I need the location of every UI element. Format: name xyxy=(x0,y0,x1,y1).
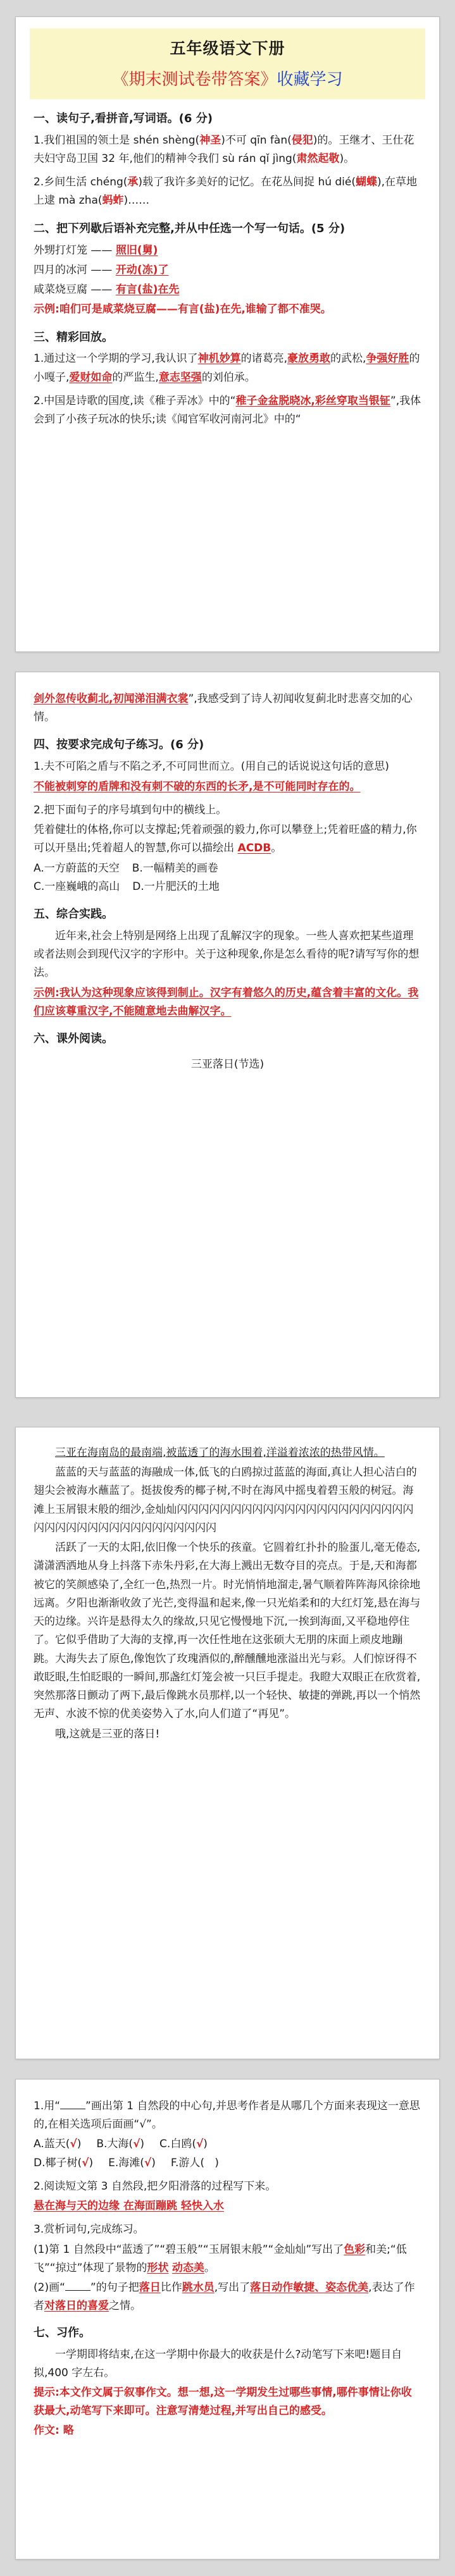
title-banner xyxy=(30,28,425,99)
page-subtitle xyxy=(30,66,425,94)
q3-1 xyxy=(34,2241,421,2277)
s3-item-2-cont xyxy=(34,690,421,727)
section-5-heading: 五、综合实践。 xyxy=(34,908,113,921)
option-f xyxy=(171,2154,219,2172)
text: ”,我体会到了小孩子玩冰的快乐;读《闻官军收河南河北》中的“ xyxy=(34,394,421,426)
section-4-heading: 四、按要求完成句子练习。(6 分) xyxy=(34,738,204,752)
s1-sentence-1 xyxy=(34,132,421,168)
check: √ xyxy=(196,2138,204,2151)
answer: 色彩 xyxy=(344,2243,366,2256)
option-c: C.一座巍峨的高山 xyxy=(34,880,120,893)
page-title: 五年级语文下册 xyxy=(170,39,285,58)
answer: 神圣 xyxy=(199,133,221,147)
answer: 意志坚强 xyxy=(158,371,202,384)
text: 1.我们祖国的领土是 shén shèng( xyxy=(34,133,200,147)
option-e xyxy=(108,2154,156,2172)
s7-text: 一学期即将结束,在这一学期中你最大的收获是什么?动笔写下来吧!题目自拟,400 字左右。 xyxy=(34,2348,402,2379)
passage-para-3: 活跃了一天的太阳,依旧像一个快乐的孩童。它圆着红扑扑的脸蛋儿,毫无倦态,潇潇洒洒地从身上抖落下赤朱丹彩,在大海上溅出无数夺目的亮点。于是,天和海都被它的笑颜感染了,全红一色,热烈一片。时光悄悄地溜走,暑气顺着阵阵海风徐徐地远离。夕阳也渐渐收敛了光芒,变得温和起来,像一只光焰柔和的大红灯笼,悬在海与天的边缘。兴许是悬得太久的缘故,只见它慢慢地下沉,一挨到海面,又平稳地停住了。它似乎借助了大海的支撑,再一次任性地在这张硕大无朋的床面上顽皮地蹦跳。大海失去了原色,像饱饮了玫瑰酒似的,醉醺醺地涨溢出光与彩。人们惊讶得不敢眨眼,生怕眨眼的一瞬间,那盏红灯笼会被一只巨手提走。我瞪大双眼正在欣赏着,突然那落日颤动了两下,最后像跳水员那样,以一个轻快、敏捷的弹跳,再以一个悄然无声、水波不惊的优美姿势入了水,向人们道了“再见”。 xyxy=(34,1541,421,1721)
passage-para-1: 三亚在海南岛的最南端,被蓝透了的海水围着,洋溢着浓浓的热带风情。 xyxy=(55,1446,385,1459)
s2-example: 示例:咱们可是咸菜烧豆腐——有言(盐)在先,谁输了都不准哭。 xyxy=(34,303,332,316)
q2: 2.阅读短文第 3 自然段,把夕阳滑落的过程写下来。 xyxy=(34,2179,277,2193)
answer: 跳水员 xyxy=(182,2281,215,2295)
text: ) xyxy=(140,2138,145,2151)
check: √ xyxy=(82,2156,89,2169)
text: ”的句子把 xyxy=(90,2281,139,2295)
q1-options-row-1 xyxy=(34,2135,421,2154)
text: 凭着健壮的体格,你可以支撑起;凭着顽强的毅力,你可以攀登上;凭着旺盛的精力,你可以开垦出;凭着超人的智慧,你可以描绘出 xyxy=(34,823,417,855)
answer: ACDB xyxy=(237,842,271,855)
text: ) xyxy=(203,2138,208,2151)
section-6-heading: 六、课外阅读。 xyxy=(34,1032,113,1046)
text: 。 xyxy=(271,842,282,855)
passage-title: 三亚落日(节选) xyxy=(190,1058,265,1071)
xiehouyu-1 xyxy=(34,242,421,260)
text: 的诸葛亮, xyxy=(240,352,288,366)
text: ”画出第 1 自然段的中心句,并思考作者是从哪几个方面来表现这一意思的,在相关选项后面画“√”。 xyxy=(34,2100,420,2131)
text: )不可 qīn fàn( xyxy=(221,133,292,147)
section-2-heading: 二、把下列歇后语补充完整,并从中任选一个写一句话。(5 分) xyxy=(34,221,346,235)
option-d: D.一片肥沃的土地 xyxy=(132,880,220,893)
s3-item-1 xyxy=(34,350,421,386)
text: 外甥打灯笼 —— xyxy=(34,243,113,257)
text: )。 xyxy=(339,152,355,165)
text: 四月的冰河 —— xyxy=(34,263,113,276)
option-d xyxy=(34,2154,93,2172)
option-a: A.一方蔚蓝的天空 xyxy=(34,861,120,875)
text: 2.乡间生活 chéng( xyxy=(34,176,128,189)
text: )的。王继才、王仕花夫妇守岛卫国 32 年,他们的精神令我们 sù rán qǐ jìng( xyxy=(34,133,414,165)
text: B.大海( xyxy=(96,2138,134,2151)
s7-tip: 提示:本文作文属于叙事作文。想一想,这一学期发生过哪些事情,哪件事情让你收获最大,动笔写下来即可。注意写清楚过程,并写出自己的感受。 xyxy=(34,2386,412,2418)
option-c xyxy=(159,2135,208,2154)
answer: 有言(盐)在先 xyxy=(115,283,180,297)
answer: 对落日的喜爱 xyxy=(44,2300,109,2313)
answer: 落日动作敏捷、姿态优美 xyxy=(250,2281,369,2295)
q3-2 xyxy=(34,2279,421,2315)
text: ) xyxy=(151,2156,156,2169)
text: ) xyxy=(89,2156,94,2169)
text: ,写出了 xyxy=(214,2281,251,2295)
q3: 3.赏析词句,完成练习。 xyxy=(34,2223,144,2236)
text: ) xyxy=(215,2156,219,2169)
underline-mark xyxy=(65,2290,90,2291)
passage-para-4: 哦,这就是三亚的落日! xyxy=(55,1727,160,1741)
text: 的刘伯承。 xyxy=(201,371,256,384)
subtitle-blue: 收藏学习 xyxy=(277,70,343,89)
s5-text: 近年来,社会上特别是网络上出现了乱解汉字的现象。一些人喜欢把某些道理或者法则会到现代汉字的字形中。关于这种现象,你是怎么看待的呢?请写写你的想法。 xyxy=(34,930,420,980)
s4-q2-body xyxy=(34,821,421,858)
q1 xyxy=(34,2097,421,2134)
answer: 动态美 xyxy=(171,2261,204,2274)
page-card-3 xyxy=(15,1427,440,2059)
s4-q1-answer: 不能被刺穿的盾牌和没有刺不破的东西的长矛,是不可能同时存在的。 xyxy=(34,780,361,793)
page-card-1 xyxy=(15,16,440,652)
answer: 肃然起敬 xyxy=(296,152,340,165)
text: )…… xyxy=(123,194,150,207)
text: E.海滩( xyxy=(108,2156,144,2169)
answer: 蝴蝶 xyxy=(356,176,377,189)
answer: 照旧(舅) xyxy=(115,243,158,257)
answer: 剑外忽传收蓟北,初闻涕泪满衣裳 xyxy=(34,693,189,705)
s4-q1: 1.夫不可陷之盾与不陷之矛,不可同世而立。(用自己的话说说这句话的意思) xyxy=(34,760,389,773)
page-card-2 xyxy=(15,672,440,1398)
answer: 神机妙算 xyxy=(197,352,241,366)
text: 2.中国是诗歌的国度,读《稚子弄冰》中的“ xyxy=(34,394,236,407)
text: 咸菜烧豆腐 —— xyxy=(34,283,113,297)
answer: 落日 xyxy=(139,2281,161,2295)
q2-answer: 悬在海与天的边缘 在海面蹦跳 轻快入水 xyxy=(34,2200,224,2213)
answer: 争强好胜 xyxy=(366,352,409,366)
text: (1)第 1 自然段中“蓝透了”“碧玉般”“玉屑银末般”“金灿灿”写出了 xyxy=(34,2243,344,2256)
q1-options-row-2 xyxy=(34,2154,421,2172)
text: 的武松, xyxy=(330,352,366,366)
xiehouyu-3 xyxy=(34,281,421,299)
text: A.蓝天( xyxy=(34,2138,70,2151)
page-card-4 xyxy=(15,2079,440,2560)
s4-q2-title: 2.把下面句子的序号填到句中的横线上。 xyxy=(34,803,227,817)
option-b: B.一幅精美的画卷 xyxy=(132,861,218,875)
section-7-heading: 七、习作。 xyxy=(34,2326,90,2339)
answer: 形状 xyxy=(147,2261,169,2274)
answer: 豪放勇敢 xyxy=(287,352,331,366)
text: 1.通过这一个学期的学习,我认识了 xyxy=(34,352,198,366)
text: 之情。 xyxy=(109,2300,141,2313)
text: ),在草地上逮 mà zha( xyxy=(34,176,418,207)
text: ,表达了作者 xyxy=(34,2281,415,2313)
text: 1.用“ xyxy=(34,2100,61,2112)
text: 的小嘎子, xyxy=(34,352,420,384)
text: (2)画“ xyxy=(34,2281,65,2295)
subtitle-red: 《期末测试卷带答案》 xyxy=(112,70,277,89)
s4-options-row-1 xyxy=(34,860,421,878)
text: )载了我许多美好的记忆。在花丛间捉 hú dié( xyxy=(138,176,356,189)
text: C.白鸥( xyxy=(159,2138,196,2151)
text: 。 xyxy=(204,2261,215,2274)
section-1-heading: 一、读句子,看拼音,写词语。(6 分) xyxy=(34,111,213,125)
answer: 开动(冻)了 xyxy=(115,263,169,276)
answer: 承 xyxy=(127,176,139,189)
check: √ xyxy=(144,2156,152,2169)
s7-answer: 作文: 略 xyxy=(34,2424,74,2437)
s5-example: 示例:我认为这种现象应该得到制止。汉字有着悠久的历史,蕴含着丰富的文化。我们应该尊重汉字,不能随意地去曲解汉字。 xyxy=(34,986,419,1018)
xiehouyu-2 xyxy=(34,261,421,280)
text: ”,我感受到了诗人初闻收复蓟北时悲喜交加的心情。 xyxy=(34,693,413,724)
text: F.游人( xyxy=(170,2156,204,2169)
s3-item-2 xyxy=(34,392,421,429)
text: 的严监生, xyxy=(112,371,159,384)
text: D.椰子树( xyxy=(34,2156,82,2169)
option-b xyxy=(96,2135,144,2154)
s4-options-row-2 xyxy=(34,878,421,896)
answer: 侵犯 xyxy=(291,133,313,147)
option-a xyxy=(34,2135,81,2154)
check: √ xyxy=(70,2138,77,2151)
text: 比作 xyxy=(160,2281,182,2295)
passage-para-2: 蓝蓝的天与蓝蓝的海融成一体,低飞的白鸥掠过蓝蓝的海面,真让人担心洁白的翅尖会被海水蘸蓝了。挺拔俊秀的椰子树,不时在海风中摇曳着碧玉般的树冠。海滩上玉屑银末般的细沙,金灿灿闪闪闪闪闪闪闪闪闪闪闪闪闪闪闪闪闪闪闪闪闪闪闪闪闪闪闪闪闪闪闪闪闪闪闪闪闪闪闪 xyxy=(34,1466,417,1534)
check: √ xyxy=(133,2138,140,2151)
text: ) xyxy=(77,2138,82,2151)
answer: 稚子金盆脱晓冰,彩丝穿取当银钲 xyxy=(235,394,390,407)
s1-sentence-2 xyxy=(34,173,421,210)
answer: 蚂蚱 xyxy=(102,194,124,207)
text: 和美;“低飞”“掠过”体现了景物的 xyxy=(34,2243,407,2274)
section-3-heading: 三、精彩回放。 xyxy=(34,330,113,344)
answer: 爱财如命 xyxy=(69,371,113,384)
